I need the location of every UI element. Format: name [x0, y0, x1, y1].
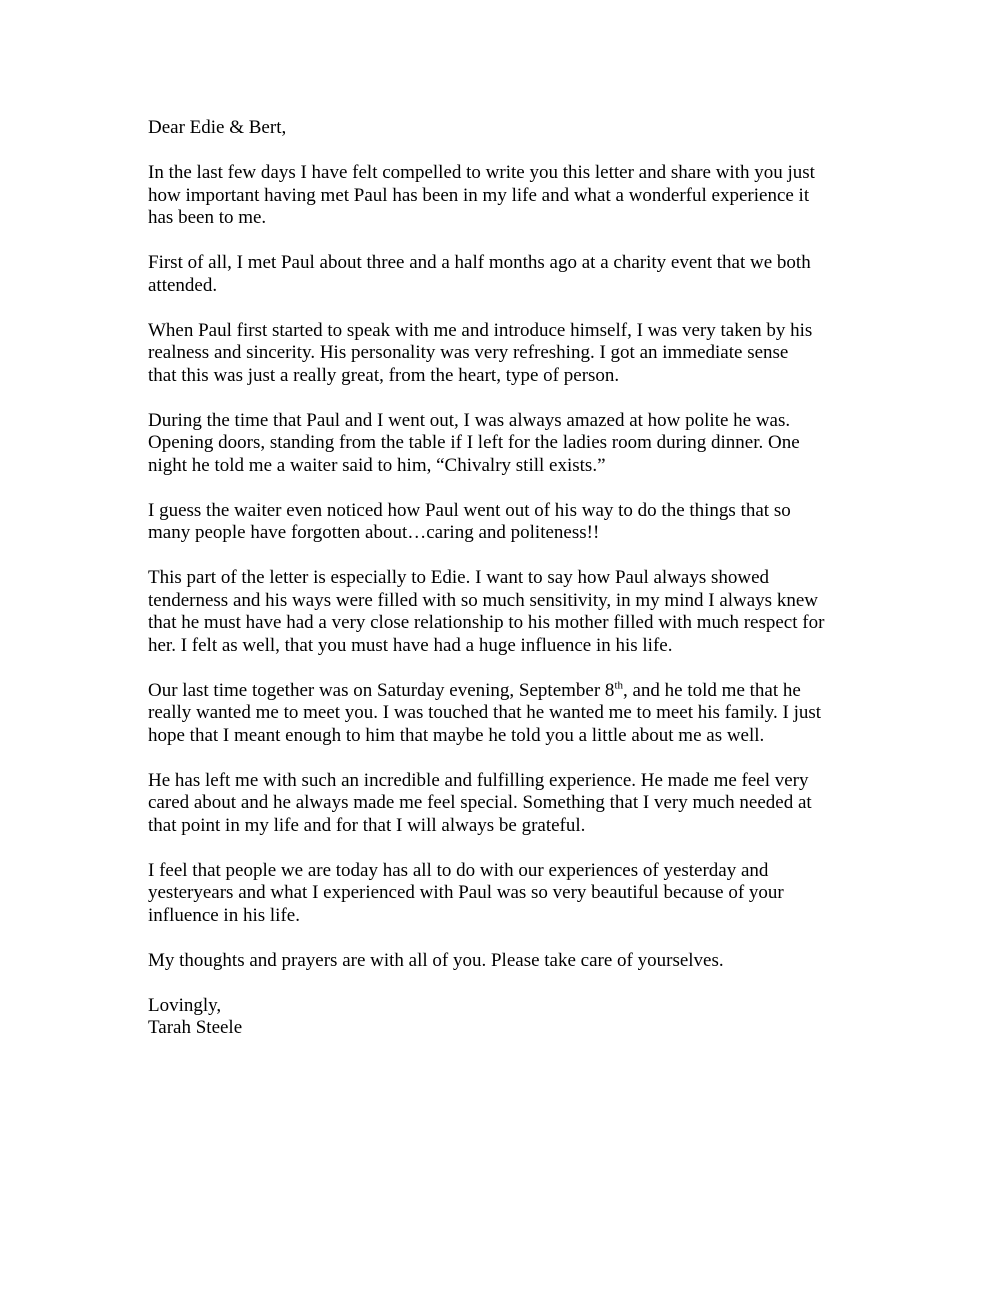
paragraph-7-start: Our last time together was on Saturday evening, September 8: [148, 679, 615, 701]
paragraph-9: I feel that people we are today has all to do with our experiences of yesterday and yesteryears and what I experienced with Paul was so very beautiful because of your influence in his life.: [148, 859, 784, 926]
date-ordinal-suffix: th: [614, 679, 623, 692]
paragraph-7-end: , and he told me that he really wanted me to meet you. I was touched that he wanted me to meet his family. I just hope that I meant enough to him that maybe he told you a little about me as well.: [148, 679, 822, 746]
paragraph-3: When Paul first started to speak with me and introduce himself, I was very taken by his realness and sincerity. His personality was very refreshing. I got an immediate sense that this was just a really great, from the heart, type of person.: [148, 319, 813, 386]
closing: Lovingly,: [148, 994, 222, 1016]
paragraph-8: He has left me with such an incredible and fulfilling experience. He made me feel very cared about and he always made me feel special. Something that I very much needed at that point in my life and for that I will always be grateful.: [148, 769, 812, 836]
paragraph-7: [148, 680, 868, 748]
salutation: Dear Edie & Bert,: [148, 117, 287, 138]
paragraph-10: My thoughts and prayers are with all of you. Please take care of yourselves.: [148, 949, 724, 971]
paragraph-5: I guess the waiter even noticed how Paul went out of his way to do the things that so many people have forgotten about…caring and politeness!!: [148, 499, 791, 543]
signature: Tarah Steele: [148, 1017, 243, 1038]
paragraph-1: In the last few days I have felt compelled to write you this letter and share with you just how important having met Paul has been in my life and what a wonderful experience it has been to me.: [148, 162, 815, 228]
paragraph-6: This part of the letter is especially to Edie. I want to say how Paul always showed tenderness and his ways were filled with so much sensitivity, in my mind I always knew that he must have had a very close relationship to his mother filled with much respect for her. I felt as well, that you must have had a huge influence in his life.: [148, 567, 825, 656]
letter-body: [148, 117, 868, 1040]
paragraph-4: During the time that Paul and I went out, I was always amazed at how polite he was. Opening doors, standing from the table if I left for the ladies room during dinner. One night he told me a waiter said to him, “Chivalry still exists.”: [148, 409, 800, 476]
paragraph-2: First of all, I met Paul about three and a half months ago at a charity event that we both attended.: [148, 252, 811, 296]
